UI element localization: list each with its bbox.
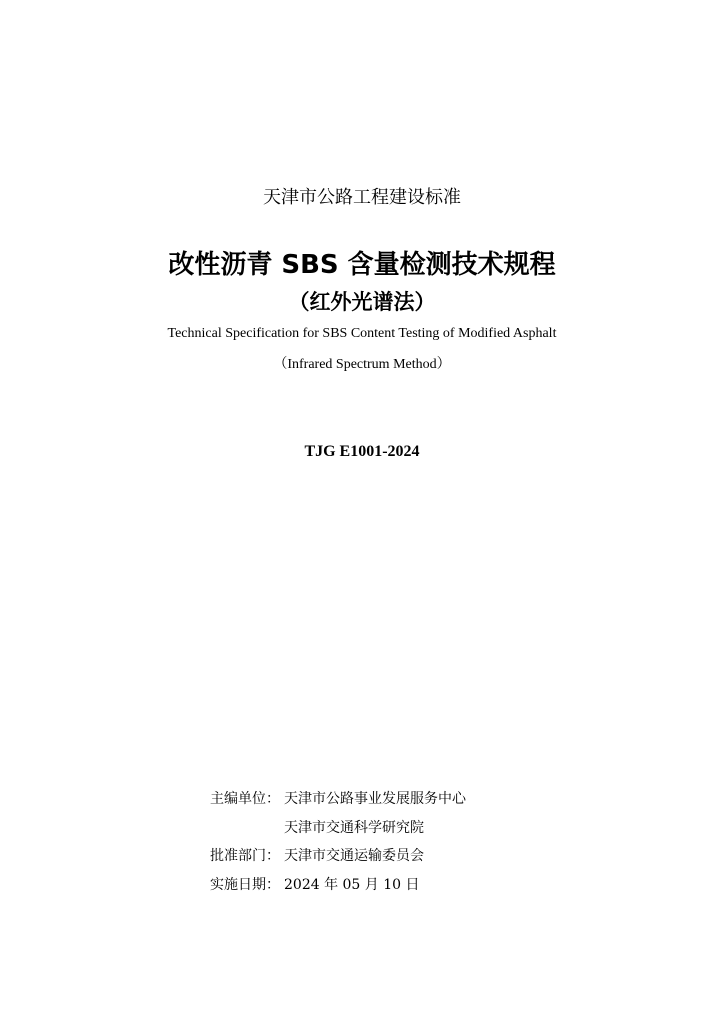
editor-unit-1: 天津市公路事业发展服务中心: [284, 791, 466, 808]
approver-label: 批准部门：: [210, 848, 280, 865]
standard-series: 天津市公路工程建设标准: [263, 187, 461, 208]
standard-code: TJG E1001-2024: [304, 443, 420, 460]
editor-unit-2: 天津市交通科学研究院: [284, 819, 424, 836]
implementation-date: 2024 年 05 月 10 日: [284, 876, 420, 893]
subtitle-english: （Infrared Spectrum Method）: [273, 357, 451, 372]
title-english: Technical Specification for SBS Content Testing of Modified Asphalt: [167, 326, 557, 341]
approver-row: [210, 841, 466, 870]
title-chinese: 改性沥青 SBS 含量检测技术规程: [168, 250, 556, 280]
editor-row: [210, 784, 466, 813]
subtitle-chinese: （红外光谱法）: [288, 290, 436, 314]
editor-row-2: [210, 813, 466, 842]
date-row: [210, 870, 466, 899]
date-label: 实施日期：: [210, 876, 280, 893]
publication-info: [210, 784, 466, 898]
editor-label: 主编单位：: [210, 791, 280, 808]
approver-department: 天津市交通运输委员会: [284, 848, 424, 865]
